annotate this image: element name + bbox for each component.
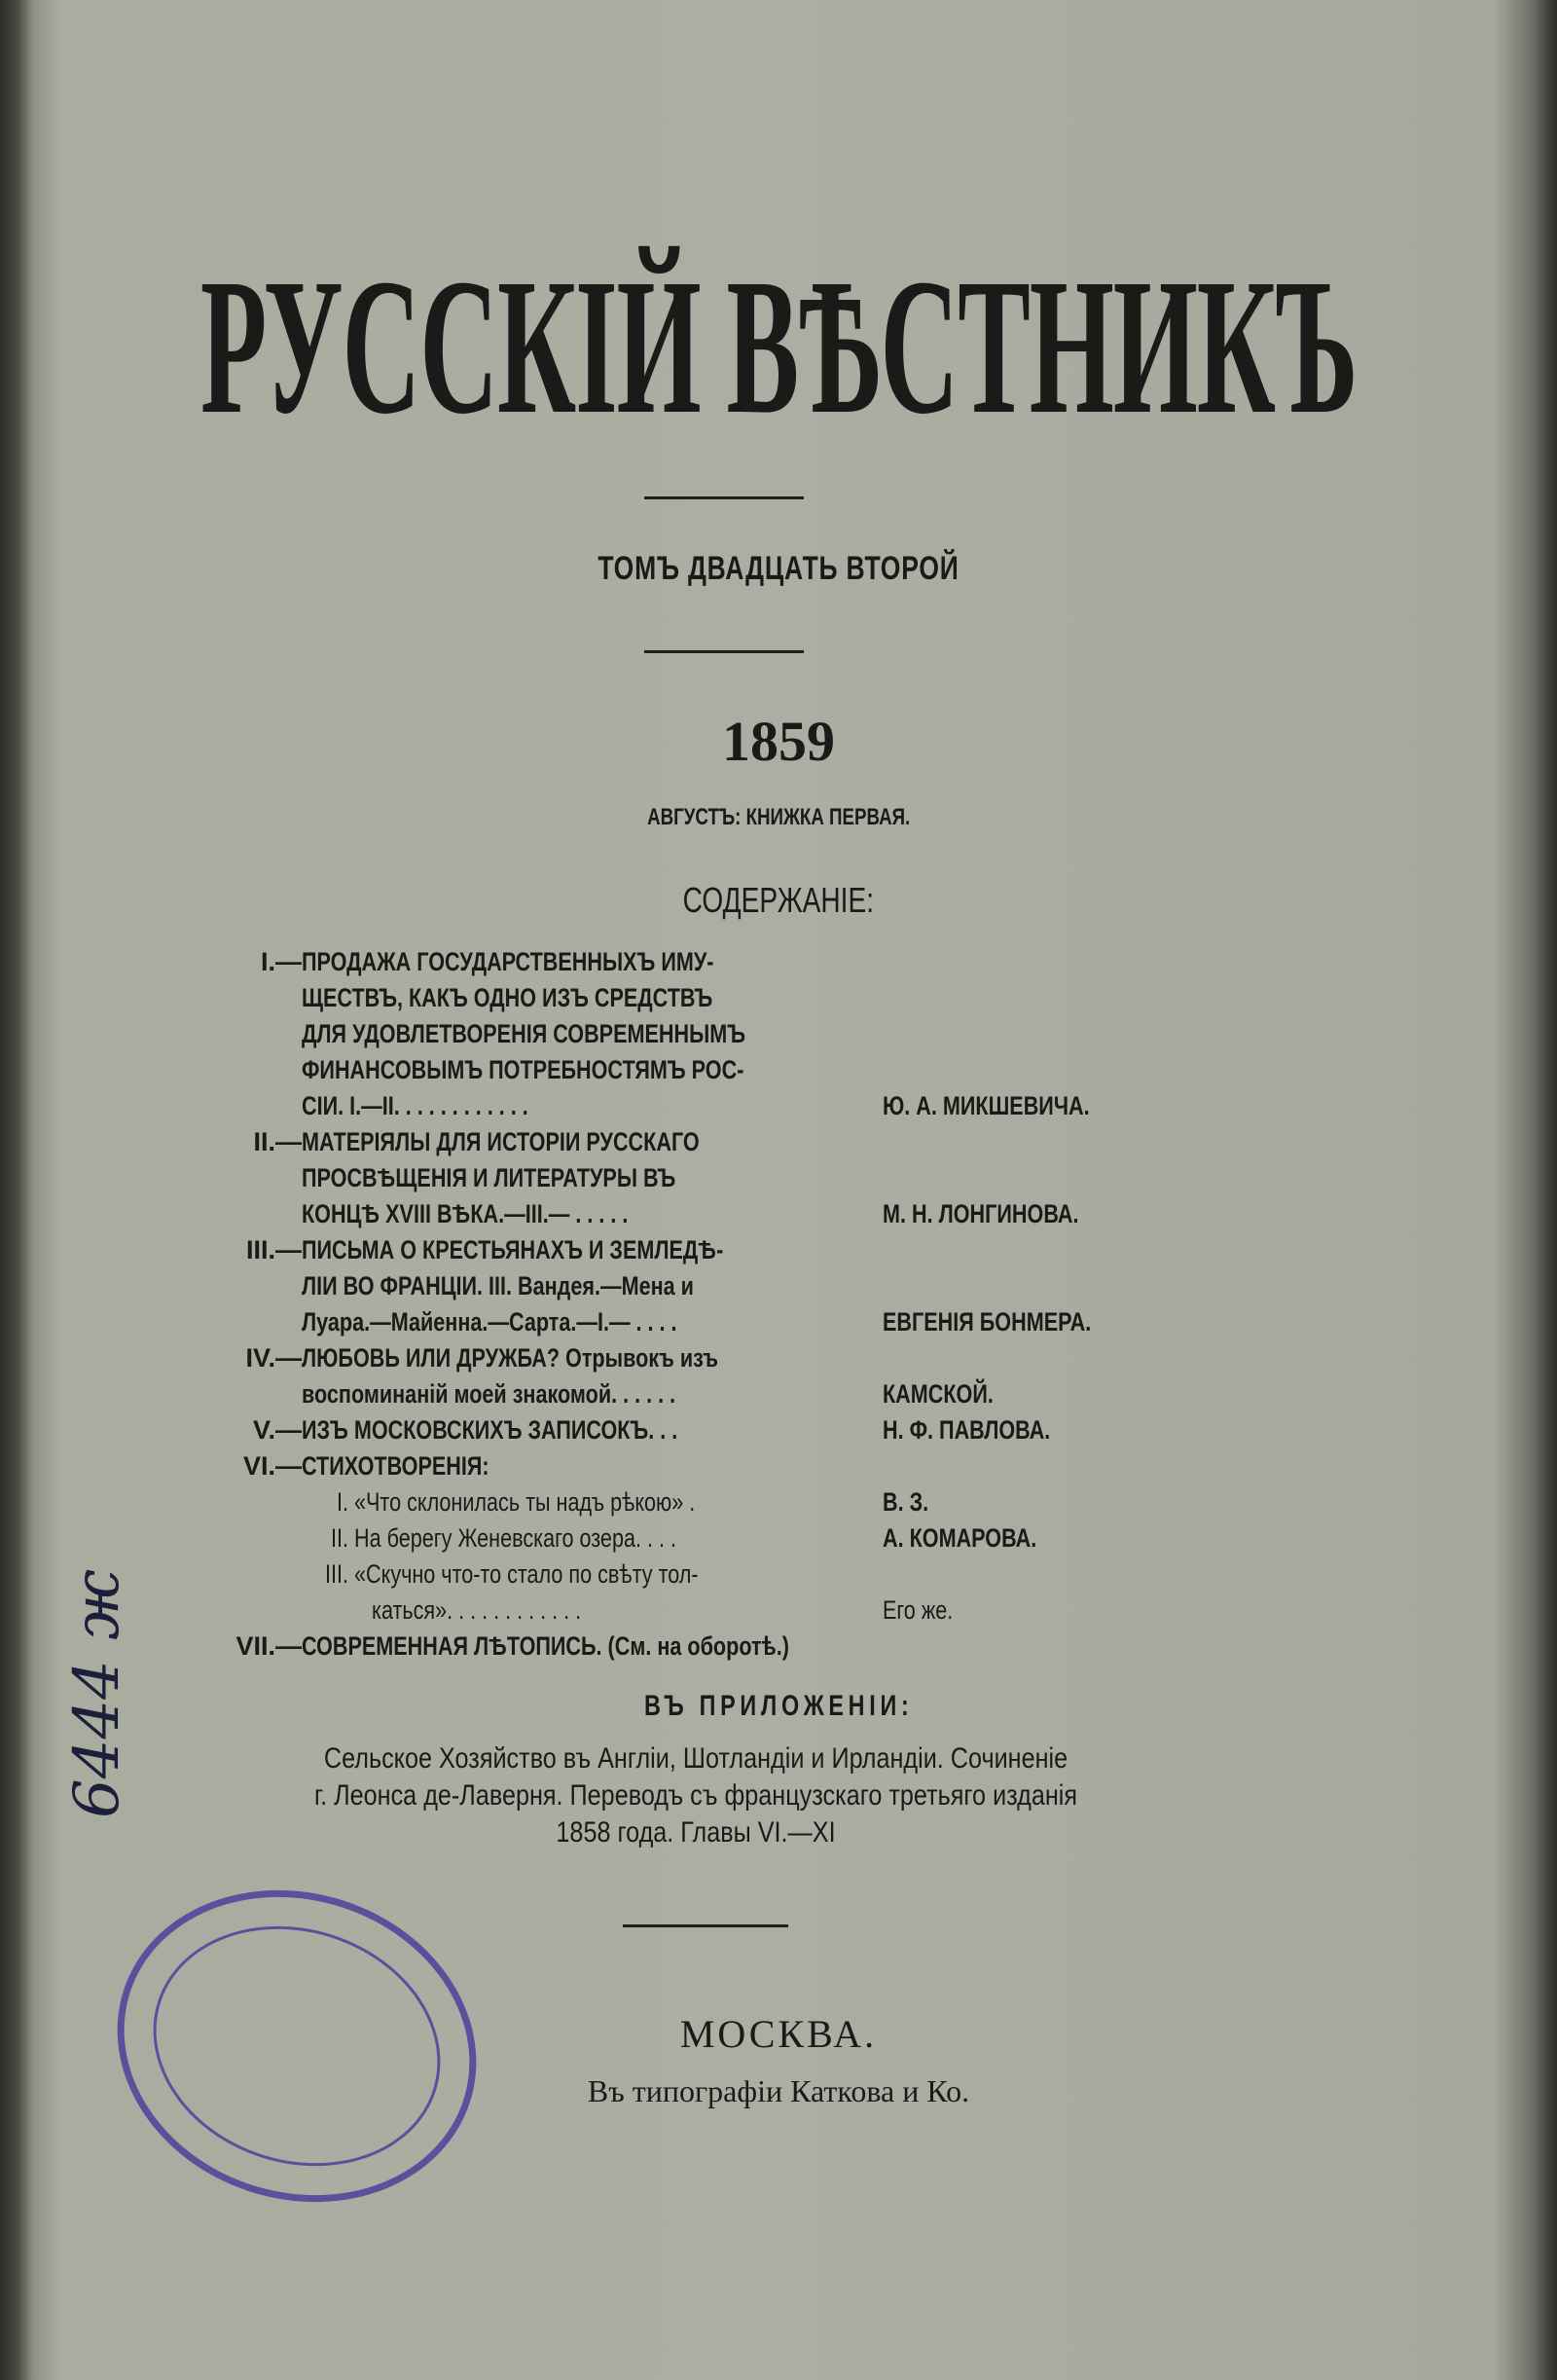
city: МОСКВА.	[679, 2012, 878, 2056]
entry-author	[861, 944, 883, 980]
contents-heading	[0, 880, 1557, 921]
entry-number: III.—	[245, 1235, 302, 1264]
entry-author	[861, 1196, 1128, 1232]
contents-entry	[190, 980, 1260, 1016]
journal-title	[0, 239, 1557, 455]
contents-heading-text: СОДЕРЖАНІЕ:	[682, 880, 875, 920]
entry-title-text: III. «Скучно что-то стало по свѣту тол-	[302, 1559, 699, 1589]
entry-author	[861, 1556, 883, 1593]
issue-label	[0, 804, 1557, 831]
entry-title	[302, 1412, 861, 1448]
appendix-line: г. Леонса де-Лаверня. Переводъ съ французскаго третьяго изданія	[313, 1779, 1078, 1812]
contents-entry	[190, 1593, 1260, 1629]
issue-text: АВГУСТЪ: КНИЖКА ПЕРВАЯ.	[646, 804, 911, 830]
divider-rule	[644, 650, 804, 653]
entry-title	[302, 1196, 861, 1232]
entry-number: V.—	[252, 1415, 302, 1445]
volume-label	[0, 550, 1557, 588]
contents-entry	[190, 1016, 1260, 1052]
entry-author-text: ЕВГЕНІЯ БОНМЕРА.	[883, 1307, 1092, 1336]
entry-number	[190, 1593, 302, 1629]
entry-title	[302, 944, 861, 980]
entry-title	[302, 1304, 861, 1340]
entry-author-text: Его же.	[883, 1595, 954, 1625]
entry-title-text: ПИСЬМА О КРЕСТЬЯНАХЪ И ЗЕМЛЕДѢ-	[302, 1235, 724, 1264]
entry-title	[302, 1052, 861, 1088]
contents-entry	[190, 944, 1260, 980]
contents-entry	[190, 1088, 1260, 1124]
entry-author-text: А. КОМАРОВА.	[883, 1523, 1037, 1553]
entry-title-text: СОВРЕМЕННАЯ ЛѢТОПИСЬ. (См. на оборотѣ.)	[302, 1631, 789, 1661]
entry-title-text: Луара.—Майенна.—Сарта.—I.— . . . .	[302, 1307, 677, 1336]
contents-entry	[190, 1556, 1260, 1593]
entry-author	[861, 1412, 1092, 1448]
entry-number: I.—	[260, 947, 302, 976]
entry-title	[302, 1340, 861, 1376]
entry-title	[302, 1160, 861, 1196]
entry-title-text: ПРОДАЖА ГОСУДАРСТВЕННЫХЪ ИМУ-	[302, 947, 714, 976]
volume-text: ТОМЪ ДВАДЦАТЬ ВТОРОЙ	[597, 550, 960, 587]
appendix-line: 1858 года. Главы VI.—XI	[556, 1816, 836, 1849]
entry-number: II.—	[253, 1127, 302, 1156]
appendix-line: Сельское Хозяйство въ Англіи, Шотландіи и Ирландіи. Сочиненіе	[323, 1742, 1068, 1775]
entry-title-text: ДЛЯ УДОВЛЕТВОРЕНІЯ СОВРЕМЕННЫМЪ	[302, 1019, 746, 1048]
entry-title-text: МАТЕРІЯЛЫ ДЛЯ ИСТОРІИ РУССКАГО	[302, 1127, 700, 1156]
entry-number: VII.—	[235, 1631, 302, 1661]
contents-entry	[190, 1520, 1260, 1556]
entry-title-text: I. «Что склонилась ты надъ рѣкою» .	[302, 1487, 696, 1517]
entry-author-text: Н. Ф. ПАВЛОВА.	[883, 1415, 1051, 1445]
entry-title	[302, 1124, 861, 1160]
divider-rule	[623, 1924, 788, 1927]
entry-author	[861, 1448, 883, 1484]
appendix-heading	[0, 1690, 1557, 1723]
entry-number	[190, 1088, 302, 1124]
entry-author	[861, 1593, 970, 1629]
entry-number	[190, 1484, 302, 1520]
entry-number	[190, 1052, 302, 1088]
contents-entry	[190, 1052, 1260, 1088]
divider-rule	[644, 496, 804, 499]
entry-number	[190, 1304, 302, 1340]
entry-number	[190, 1268, 302, 1304]
appendix-heading-text: ВЪ ПРИЛОЖЕНІИ:	[643, 1690, 914, 1722]
entry-title-text: II. На берегу Женевскаго озера. . . .	[302, 1523, 676, 1553]
entry-title	[302, 1484, 861, 1520]
entry-number	[190, 1160, 302, 1196]
entry-number: IV.—	[245, 1343, 302, 1373]
entry-author	[861, 1268, 883, 1304]
entry-title	[302, 1556, 861, 1593]
entry-title	[302, 1629, 1177, 1665]
contents-entry	[190, 1304, 1260, 1340]
entry-author	[861, 1340, 883, 1376]
entry-number: VI.—	[242, 1451, 302, 1481]
entry-title	[302, 1016, 861, 1052]
year: 1859	[722, 710, 835, 773]
contents-entry	[190, 1232, 1260, 1268]
entry-number	[190, 1520, 302, 1556]
entry-author	[861, 1052, 883, 1088]
contents-entry	[190, 1268, 1260, 1304]
entry-title	[302, 980, 861, 1016]
entry-title	[302, 1376, 861, 1412]
entry-author	[861, 1304, 1143, 1340]
stamp-inner-ring	[122, 1890, 471, 2203]
entry-title-text: воспоминаній моей знакомой. . . . . .	[302, 1379, 676, 1409]
entry-author	[861, 1124, 883, 1160]
entry-number	[190, 1196, 302, 1232]
handwritten-shelfmark	[39, 1557, 156, 1830]
entry-number	[190, 1016, 302, 1052]
entry-title-text: ЩЕСТВЪ, КАКЪ ОДНО ИЗЪ СРЕДСТВЪ	[302, 983, 713, 1012]
entry-number	[190, 1556, 302, 1593]
entry-title-text: СІИ. I.—II. . . . . . . . . . . .	[302, 1091, 528, 1120]
entry-author-text: КАМСКОЙ.	[883, 1379, 994, 1409]
handwritten-shelfmark-text: 6444 ж	[61, 1569, 133, 1818]
entry-author	[861, 1016, 883, 1052]
table-of-contents	[190, 944, 1260, 1665]
entry-author	[861, 1376, 1021, 1412]
entry-author	[861, 1160, 883, 1196]
entry-title	[302, 1268, 861, 1304]
entry-title	[302, 1232, 861, 1268]
entry-number	[190, 1376, 302, 1412]
entry-author	[861, 1232, 883, 1268]
entry-title	[302, 1088, 861, 1124]
entry-title-text: ИЗЪ МОСКОВСКИХЪ ЗАПИСОКЪ. . .	[302, 1415, 678, 1445]
entry-title-text: СТИХОТВОРЕНІЯ:	[302, 1451, 489, 1481]
entry-author	[861, 1088, 1141, 1124]
contents-entry	[190, 1629, 1260, 1665]
entry-author-text: Ю. А. МИКШЕВИЧА.	[883, 1091, 1090, 1120]
contents-entry	[190, 1484, 1260, 1520]
library-stamp	[77, 1845, 518, 2248]
entry-title	[302, 1520, 861, 1556]
entry-number	[190, 980, 302, 1016]
entry-title-text: ЛЮБОВЬ ИЛИ ДРУЖБА? Отрывокъ изъ	[302, 1343, 719, 1373]
entry-title-text: КОНЦѢ XVIII ВѢКА.—III.— . . . . .	[302, 1199, 629, 1228]
contents-entry	[190, 1412, 1260, 1448]
appendix-text	[175, 1740, 1216, 1851]
entry-title-text: ПРОСВѢЩЕНІЯ И ЛИТЕРАТУРЫ ВЪ	[302, 1163, 676, 1192]
journal-title-text: РУССКІЙ ВѢСТНИКЪ	[199, 239, 1358, 455]
entry-author-text: В. З.	[883, 1487, 929, 1517]
entry-title-text: каться». . . . . . . . . . . .	[302, 1595, 582, 1625]
contents-entry	[190, 1376, 1260, 1412]
entry-author	[1177, 1629, 1199, 1665]
contents-entry	[190, 1448, 1260, 1484]
contents-entry	[190, 1196, 1260, 1232]
entry-title-text: ФИНАНСОВЫМЪ ПОТРЕБНОСТЯМЪ РОС-	[302, 1055, 744, 1084]
entry-author	[861, 1484, 940, 1520]
entry-title	[302, 1448, 861, 1484]
contents-entry	[190, 1340, 1260, 1376]
entry-author-text: М. Н. ЛОНГИНОВА.	[883, 1199, 1079, 1228]
entry-author	[861, 1520, 1075, 1556]
contents-entry	[190, 1160, 1260, 1196]
contents-entry	[190, 1124, 1260, 1160]
entry-author	[861, 980, 883, 1016]
entry-title-text: ЛІИ ВО ФРАНЦІИ. III. Вандея.—Мена и	[302, 1271, 694, 1300]
printer-imprint: Въ типографіи Каткова и Ко.	[587, 2073, 970, 2108]
entry-title	[302, 1593, 861, 1629]
